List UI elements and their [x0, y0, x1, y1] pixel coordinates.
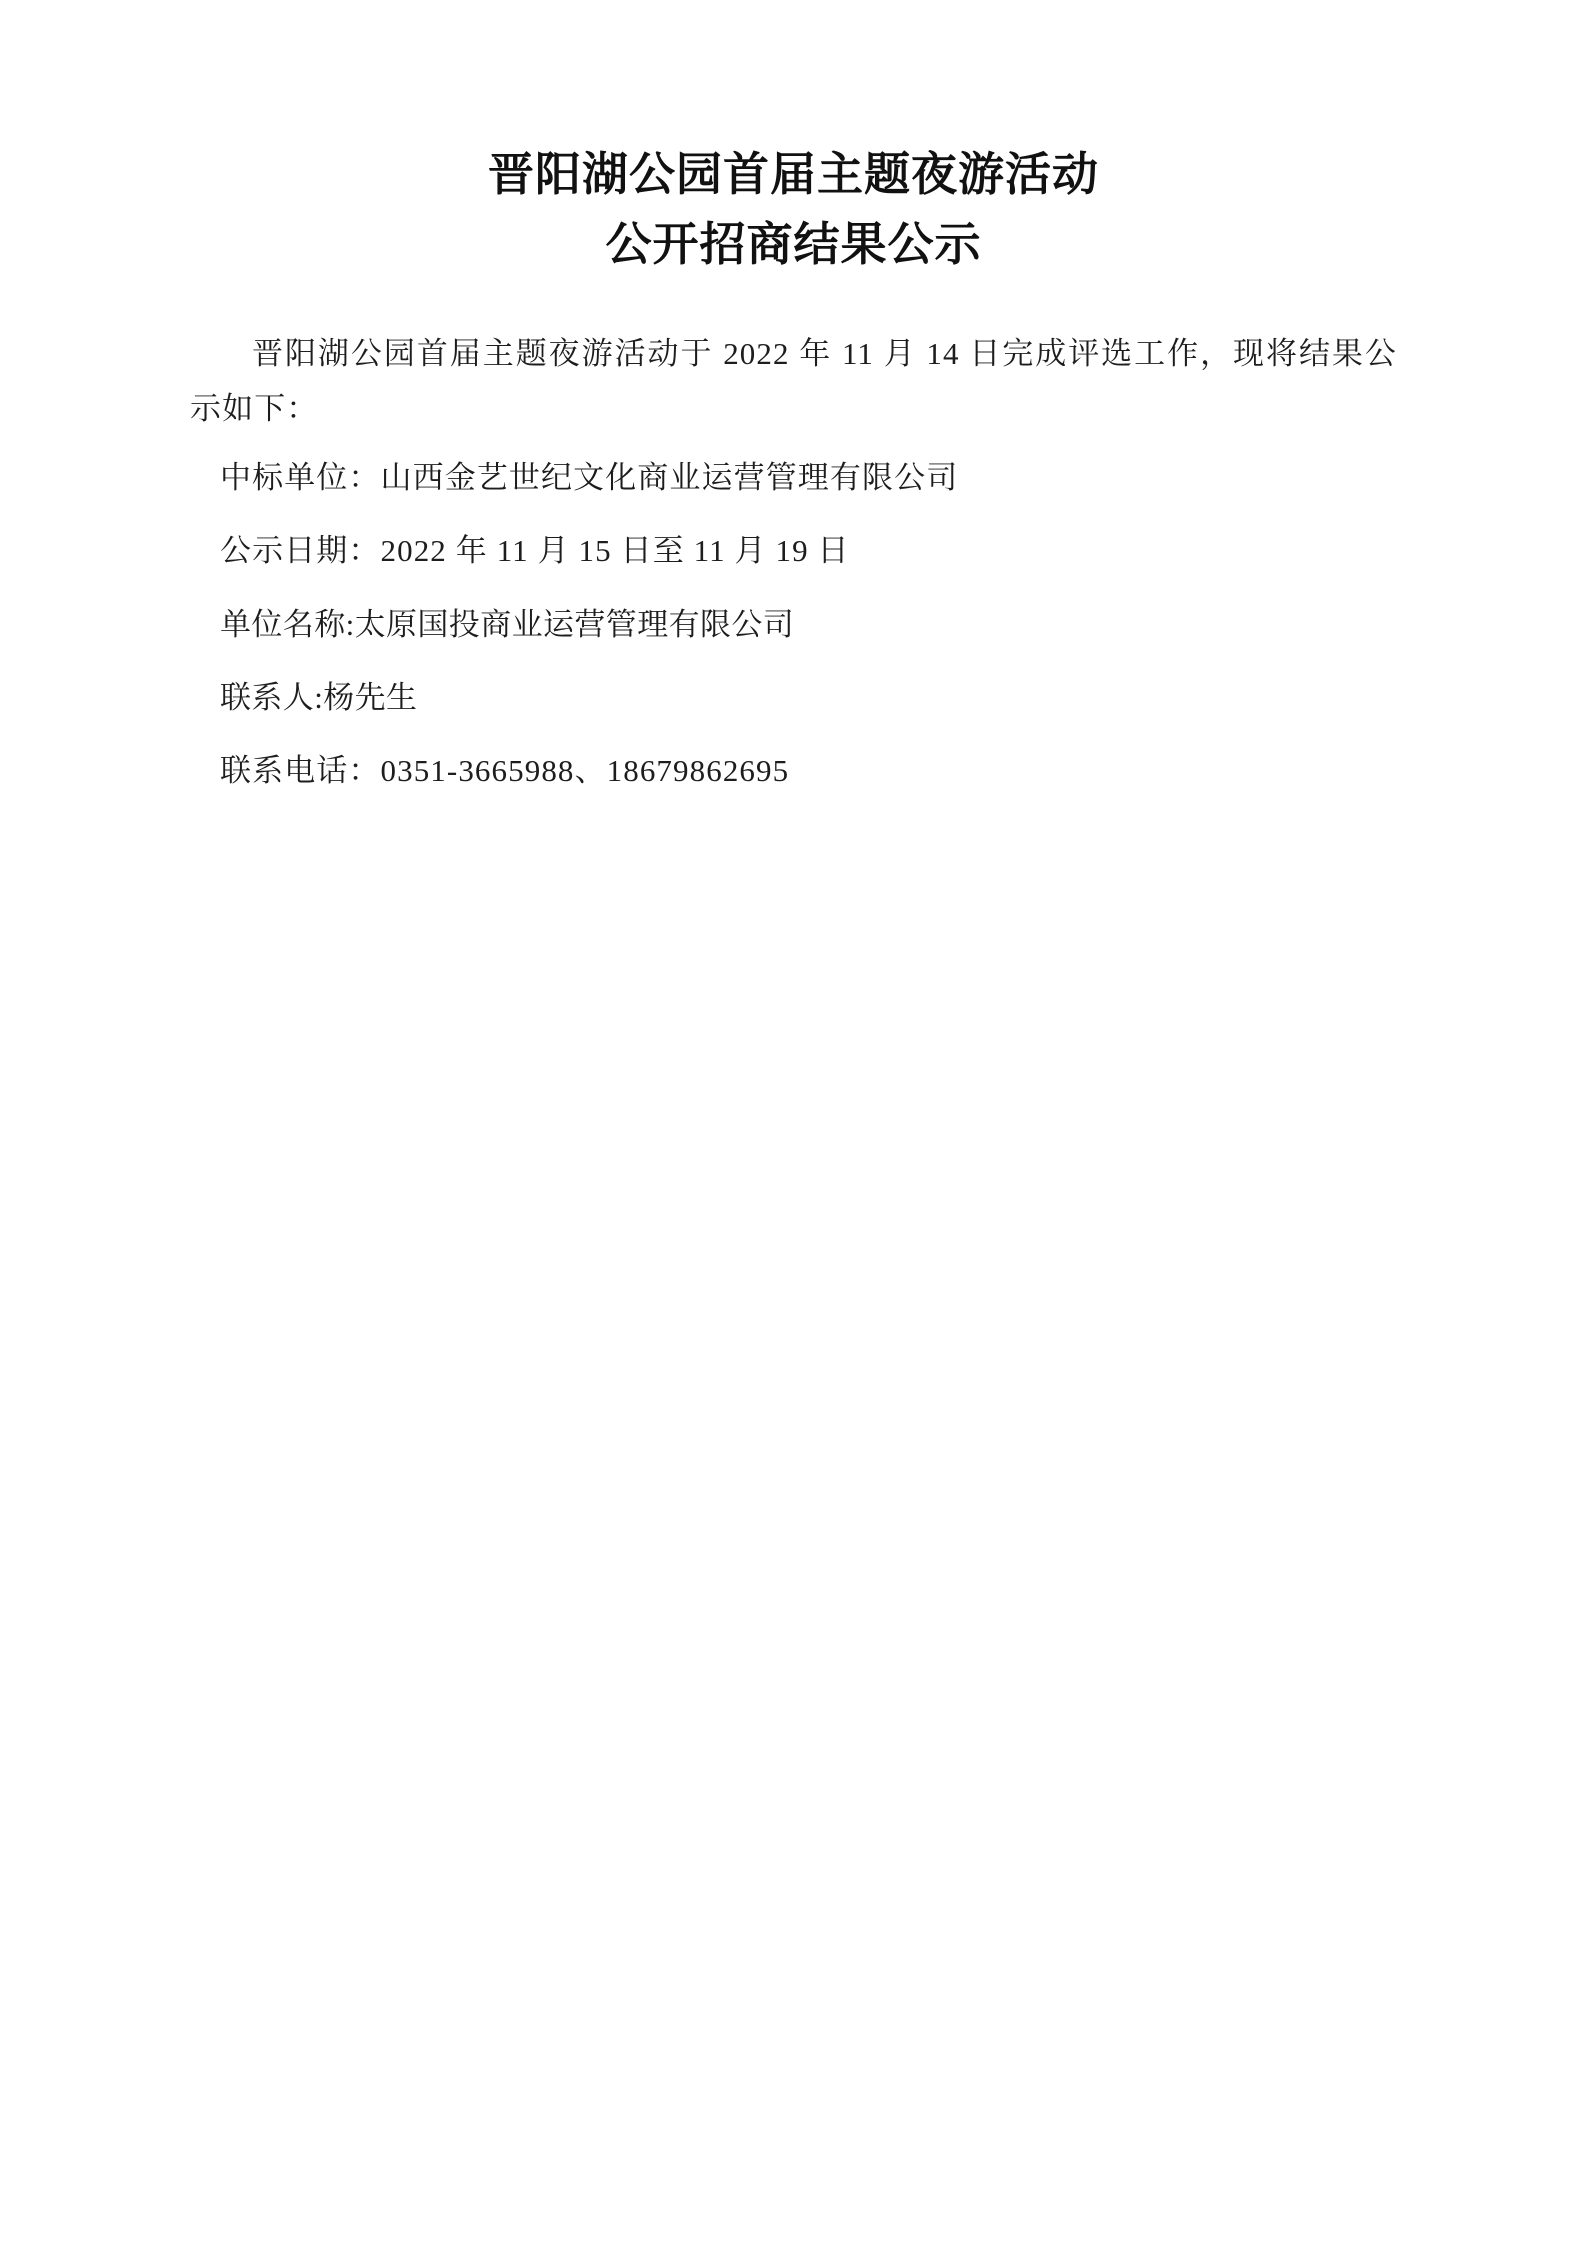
contact-phone-line: 联系电话：0351-3665988、18679862695 [220, 752, 790, 788]
contact-person-line: 联系人:杨先生 [220, 679, 418, 715]
document-body [190, 326, 1397, 798]
organization-name-line: 单位名称:太原国投商业运营管理有限公司 [220, 606, 795, 642]
winning-bidder-line: 中标单位：山西金艺世纪文化商业运营管理有限公司 [220, 460, 959, 496]
title-line-2: 公开招商结果公示 [605, 216, 982, 271]
title-line-1: 晋阳湖公园首届主题夜游活动 [488, 147, 1099, 201]
page-title [190, 140, 1397, 280]
publicity-period-line: 公示日期：2022 年 11 月 15 日至 11 月 19 日 [220, 533, 850, 569]
intro-paragraph: 晋阳湖公园首届主题夜游活动于 2022 年 11 月 14 日完成评选工作，现将结果公示如下： [190, 335, 1397, 426]
